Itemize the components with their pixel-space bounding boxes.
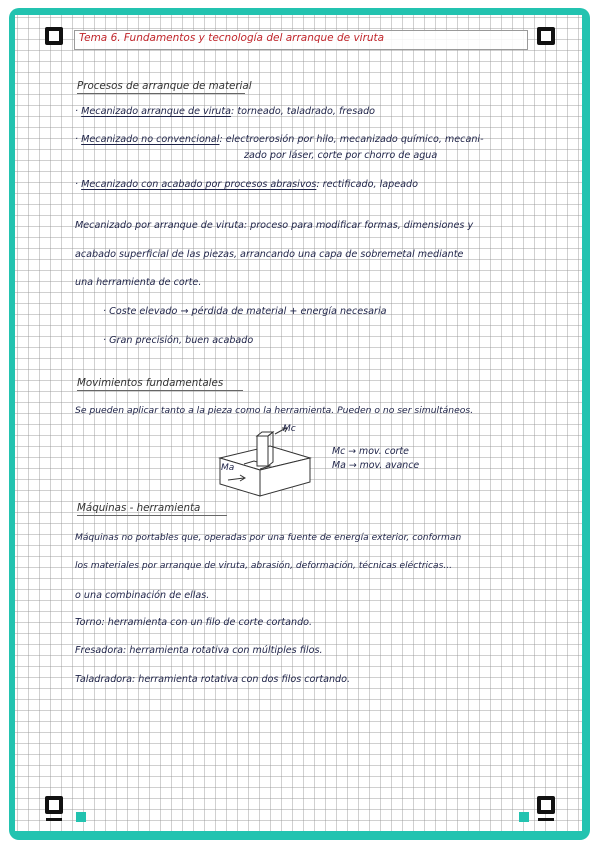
machine-text: : herramienta rotativa con dos filos cortando. xyxy=(131,674,351,685)
section3-line-3: o una combinación de ellas. xyxy=(75,590,210,601)
marker-square-left xyxy=(76,812,86,822)
bullet-dot: · xyxy=(75,106,79,117)
diagram-legend-ma: Ma → mov. avance xyxy=(332,460,420,471)
corner-marker-bottom-right xyxy=(537,796,555,814)
bullet-text: Coste elevado → pérdida de material + energía necesaria xyxy=(109,306,387,317)
list-item xyxy=(75,106,375,117)
bullet-dot: · xyxy=(75,134,79,145)
bullet-dot: · xyxy=(103,306,107,317)
list-item xyxy=(75,179,418,190)
list-item xyxy=(75,134,484,145)
machine-text: : herramienta rotativa con múltiples filos. xyxy=(123,645,323,656)
item-text: : electroerosión por hilo, mecanizado químico, mecani- xyxy=(219,134,484,145)
machine-name: Taladradora xyxy=(75,674,132,685)
machine-item xyxy=(75,674,350,685)
item-label: Mecanizado con acabado por procesos abrasivos xyxy=(81,179,317,190)
section3-heading-rule xyxy=(77,515,227,516)
item-text-continued: zado por láser, corte por chorro de agua xyxy=(244,150,438,161)
workpiece-diagram xyxy=(210,420,330,500)
section3-line-2: los materiales por arranque de viruta, abrasión, deformación, técnicas eléctricas... xyxy=(75,561,453,571)
machine-name: Fresadora xyxy=(75,645,124,656)
item-label: Mecanizado no convencional xyxy=(81,134,220,145)
section3-heading: Máquinas - herramienta xyxy=(77,502,201,514)
corner-marker-bottom-left xyxy=(45,796,63,814)
section2-heading-rule xyxy=(77,390,243,391)
definition-line-3: una herramienta de corte. xyxy=(75,277,202,288)
marker-bar-left xyxy=(46,818,62,821)
definition-line-1: Mecanizado por arranque de viruta: proceso para modificar formas, dimensiones y xyxy=(75,220,474,231)
section2-text: Se pueden aplicar tanto a la pieza como la herramienta. Pueden o no ser simultáneos. xyxy=(75,405,474,416)
machine-item xyxy=(75,645,323,656)
diagram-legend-mc: Mc → mov. corte xyxy=(332,446,409,457)
section1-heading-rule xyxy=(77,93,245,94)
item-label: Mecanizado arranque de viruta xyxy=(81,106,232,117)
marker-square-right xyxy=(519,812,529,822)
definition-bullet xyxy=(103,306,387,317)
marker-bar-right xyxy=(538,818,554,821)
section3-line-1: Máquinas no portables que, operadas por una fuente de energía exterior, conforman xyxy=(75,533,462,543)
bullet-dot: · xyxy=(75,179,79,190)
diagram-label-ma: Ma xyxy=(221,463,235,473)
corner-marker-top-left xyxy=(45,27,63,45)
section1-heading: Procesos de arranque de material xyxy=(77,80,252,92)
machine-text: : herramienta con un filo de corte cortando. xyxy=(101,617,313,628)
item-text: : torneado, taladrado, fresado xyxy=(231,106,376,117)
page-title: Tema 6. Fundamentos y tecnología del arranque de viruta xyxy=(79,32,385,44)
section2-heading: Movimientos fundamentales xyxy=(77,377,224,389)
definition-bullet xyxy=(103,335,253,346)
definition-line-2: acabado superficial de las piezas, arrancando una capa de sobremetal mediante xyxy=(75,249,464,260)
tool-body xyxy=(257,436,268,466)
corner-marker-top-right xyxy=(537,27,555,45)
machine-name: Torno xyxy=(75,617,102,628)
diagram-label-mc: Mc xyxy=(283,424,296,434)
item-text: : rectificado, lapeado xyxy=(316,179,418,190)
machine-item xyxy=(75,617,312,628)
bullet-dot: · xyxy=(103,335,107,346)
bullet-text: Gran precisión, buen acabado xyxy=(109,335,254,346)
